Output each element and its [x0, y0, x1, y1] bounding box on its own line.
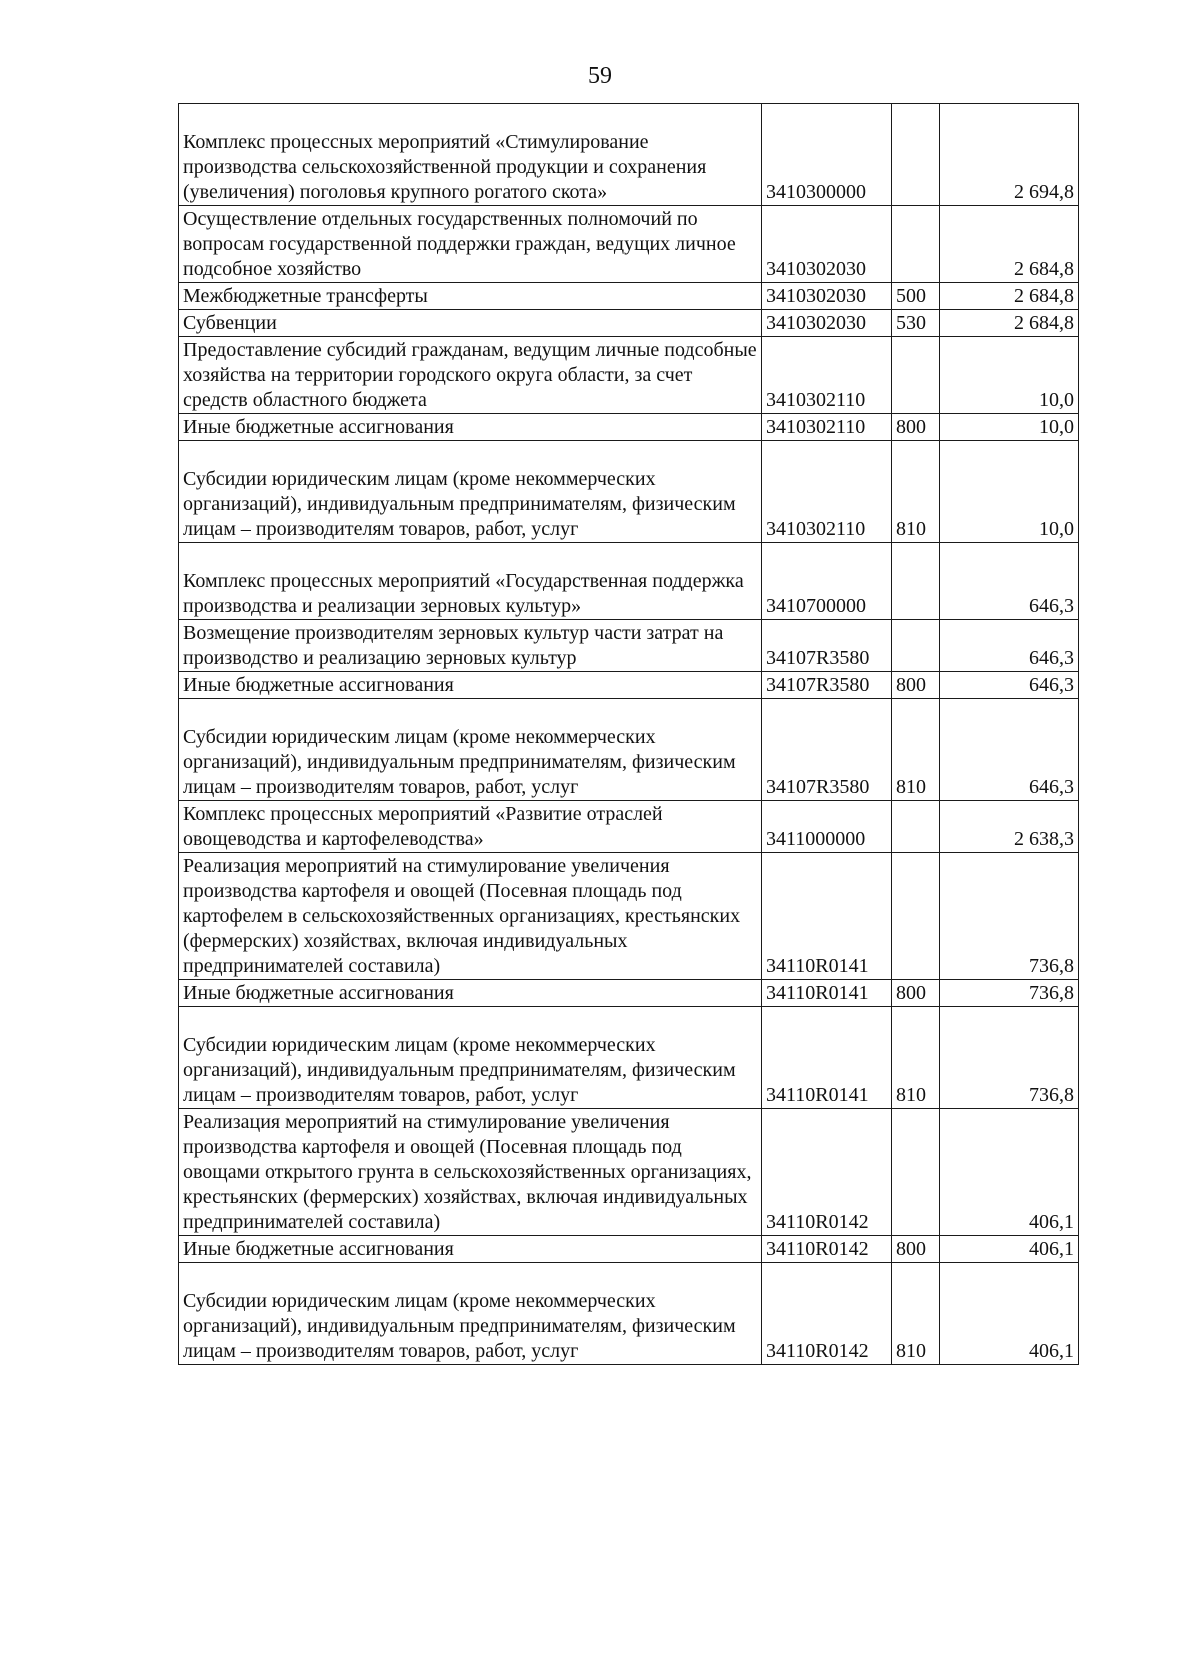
row-code: 34107R3580: [762, 699, 892, 801]
table-row: [179, 1263, 1079, 1365]
row-amount: 2 684,8: [940, 283, 1079, 310]
table-row: [179, 104, 1079, 206]
row-name: Осуществление отдельных государственных полномочий по вопросам государственной поддержки граждан, ведущих личное подсобное хозяйство: [179, 206, 762, 283]
row-expense-type: [892, 620, 940, 672]
row-code: 3410302110: [762, 441, 892, 543]
table-row: [179, 620, 1079, 672]
row-expense-type: [892, 337, 940, 414]
row-name: Комплекс процессных мероприятий «Стимулирование производства сельскохозяйственной продукции и сохранения (увеличения) поголовья крупного рогатого скота»: [179, 104, 762, 206]
table-row: [179, 283, 1079, 310]
row-code: 3410302030: [762, 310, 892, 337]
row-amount: 2 684,8: [940, 206, 1079, 283]
row-expense-type: 800: [892, 980, 940, 1007]
row-expense-type: [892, 104, 940, 206]
row-amount: 406,1: [940, 1236, 1079, 1263]
row-expense-type: 800: [892, 1236, 940, 1263]
table-row: [179, 672, 1079, 699]
row-expense-type: 530: [892, 310, 940, 337]
row-expense-type: [892, 853, 940, 980]
table-row: [179, 1236, 1079, 1263]
row-name: Предоставление субсидий гражданам, ведущим личные подсобные хозяйства на территории городского округа области, за счет средств областного бюджета: [179, 337, 762, 414]
row-amount: 736,8: [940, 853, 1079, 980]
row-amount: 646,3: [940, 543, 1079, 620]
table-row: [179, 1007, 1079, 1109]
row-name: Субсидии юридическим лицам (кроме некоммерческих организаций), индивидуальным предпринимателям, физическим лицам – производителям товаров, работ, услуг: [179, 1007, 762, 1109]
row-code: 3410302030: [762, 206, 892, 283]
row-name: Иные бюджетные ассигнования: [179, 1236, 762, 1263]
row-amount: 646,3: [940, 699, 1079, 801]
row-expense-type: 810: [892, 1263, 940, 1365]
row-code: 3411000000: [762, 801, 892, 853]
table-row: [179, 441, 1079, 543]
row-amount: 2 684,8: [940, 310, 1079, 337]
row-amount: 10,0: [940, 337, 1079, 414]
row-code: 34110R0141: [762, 1007, 892, 1109]
row-code: 3410302030: [762, 283, 892, 310]
row-expense-type: 500: [892, 283, 940, 310]
row-amount: 646,3: [940, 672, 1079, 699]
table-row: [179, 699, 1079, 801]
row-code: 34107R3580: [762, 620, 892, 672]
row-expense-type: [892, 801, 940, 853]
row-expense-type: 810: [892, 441, 940, 543]
row-name: Иные бюджетные ассигнования: [179, 414, 762, 441]
table-row: [179, 801, 1079, 853]
row-name: Реализация мероприятий на стимулирование увеличения производства картофеля и овощей (Посевная площадь под овощами открытого грунта в сельскохозяйственных организациях, крестьянских (фермерских) хозяйствах, включая индивидуальных предпринимателей составила): [179, 1109, 762, 1236]
table-row: [179, 414, 1079, 441]
page-number: 59: [588, 63, 612, 89]
row-name: Комплекс процессных мероприятий «Развитие отраслей овощеводства и картофелеводства»: [179, 801, 762, 853]
table-row: [179, 206, 1079, 283]
row-name: Субсидии юридическим лицам (кроме некоммерческих организаций), индивидуальным предпринимателям, физическим лицам – производителям товаров, работ, услуг: [179, 441, 762, 543]
row-code: 3410302110: [762, 414, 892, 441]
row-name: Иные бюджетные ассигнования: [179, 672, 762, 699]
row-expense-type: [892, 543, 940, 620]
row-expense-type: 800: [892, 414, 940, 441]
row-expense-type: [892, 1109, 940, 1236]
row-amount: 736,8: [940, 980, 1079, 1007]
table-row: [179, 337, 1079, 414]
budget-table-body: [179, 104, 1079, 1365]
row-code: 3410700000: [762, 543, 892, 620]
row-name: Субсидии юридическим лицам (кроме некоммерческих организаций), индивидуальным предпринимателям, физическим лицам – производителям товаров, работ, услуг: [179, 1263, 762, 1365]
row-code: 34110R0142: [762, 1109, 892, 1236]
row-amount: 406,1: [940, 1109, 1079, 1236]
row-code: 34110R0142: [762, 1263, 892, 1365]
row-name: Возмещение производителям зерновых культур части затрат на производство и реализацию зерновых культур: [179, 620, 762, 672]
row-expense-type: 800: [892, 672, 940, 699]
row-amount: 2 694,8: [940, 104, 1079, 206]
row-name: Комплекс процессных мероприятий «Государственная поддержка производства и реализации зерновых культур»: [179, 543, 762, 620]
row-code: 3410300000: [762, 104, 892, 206]
row-code: 34110R0142: [762, 1236, 892, 1263]
row-expense-type: 810: [892, 1007, 940, 1109]
row-expense-type: 810: [892, 699, 940, 801]
row-name: Субсидии юридическим лицам (кроме некоммерческих организаций), индивидуальным предпринимателям, физическим лицам – производителям товаров, работ, услуг: [179, 699, 762, 801]
budget-table: [178, 103, 1079, 1365]
row-name: Реализация мероприятий на стимулирование увеличения производства картофеля и овощей (Посевная площадь под картофелем в сельскохозяйственных организациях, крестьянских (фермерских) хозяйствах, включая индивидуальных предпринимателей составила): [179, 853, 762, 980]
row-name: Субвенции: [179, 310, 762, 337]
row-code: 3410302110: [762, 337, 892, 414]
row-amount: 736,8: [940, 1007, 1079, 1109]
table-row: [179, 1109, 1079, 1236]
row-amount: 10,0: [940, 441, 1079, 543]
row-code: 34107R3580: [762, 672, 892, 699]
row-name: Иные бюджетные ассигнования: [179, 980, 762, 1007]
row-amount: 10,0: [940, 414, 1079, 441]
row-expense-type: [892, 206, 940, 283]
table-row: [179, 980, 1079, 1007]
row-name: Межбюджетные трансферты: [179, 283, 762, 310]
table-row: [179, 543, 1079, 620]
row-amount: 406,1: [940, 1263, 1079, 1365]
row-code: 34110R0141: [762, 853, 892, 980]
row-amount: 646,3: [940, 620, 1079, 672]
table-row: [179, 853, 1079, 980]
row-amount: 2 638,3: [940, 801, 1079, 853]
row-code: 34110R0141: [762, 980, 892, 1007]
table-row: [179, 310, 1079, 337]
